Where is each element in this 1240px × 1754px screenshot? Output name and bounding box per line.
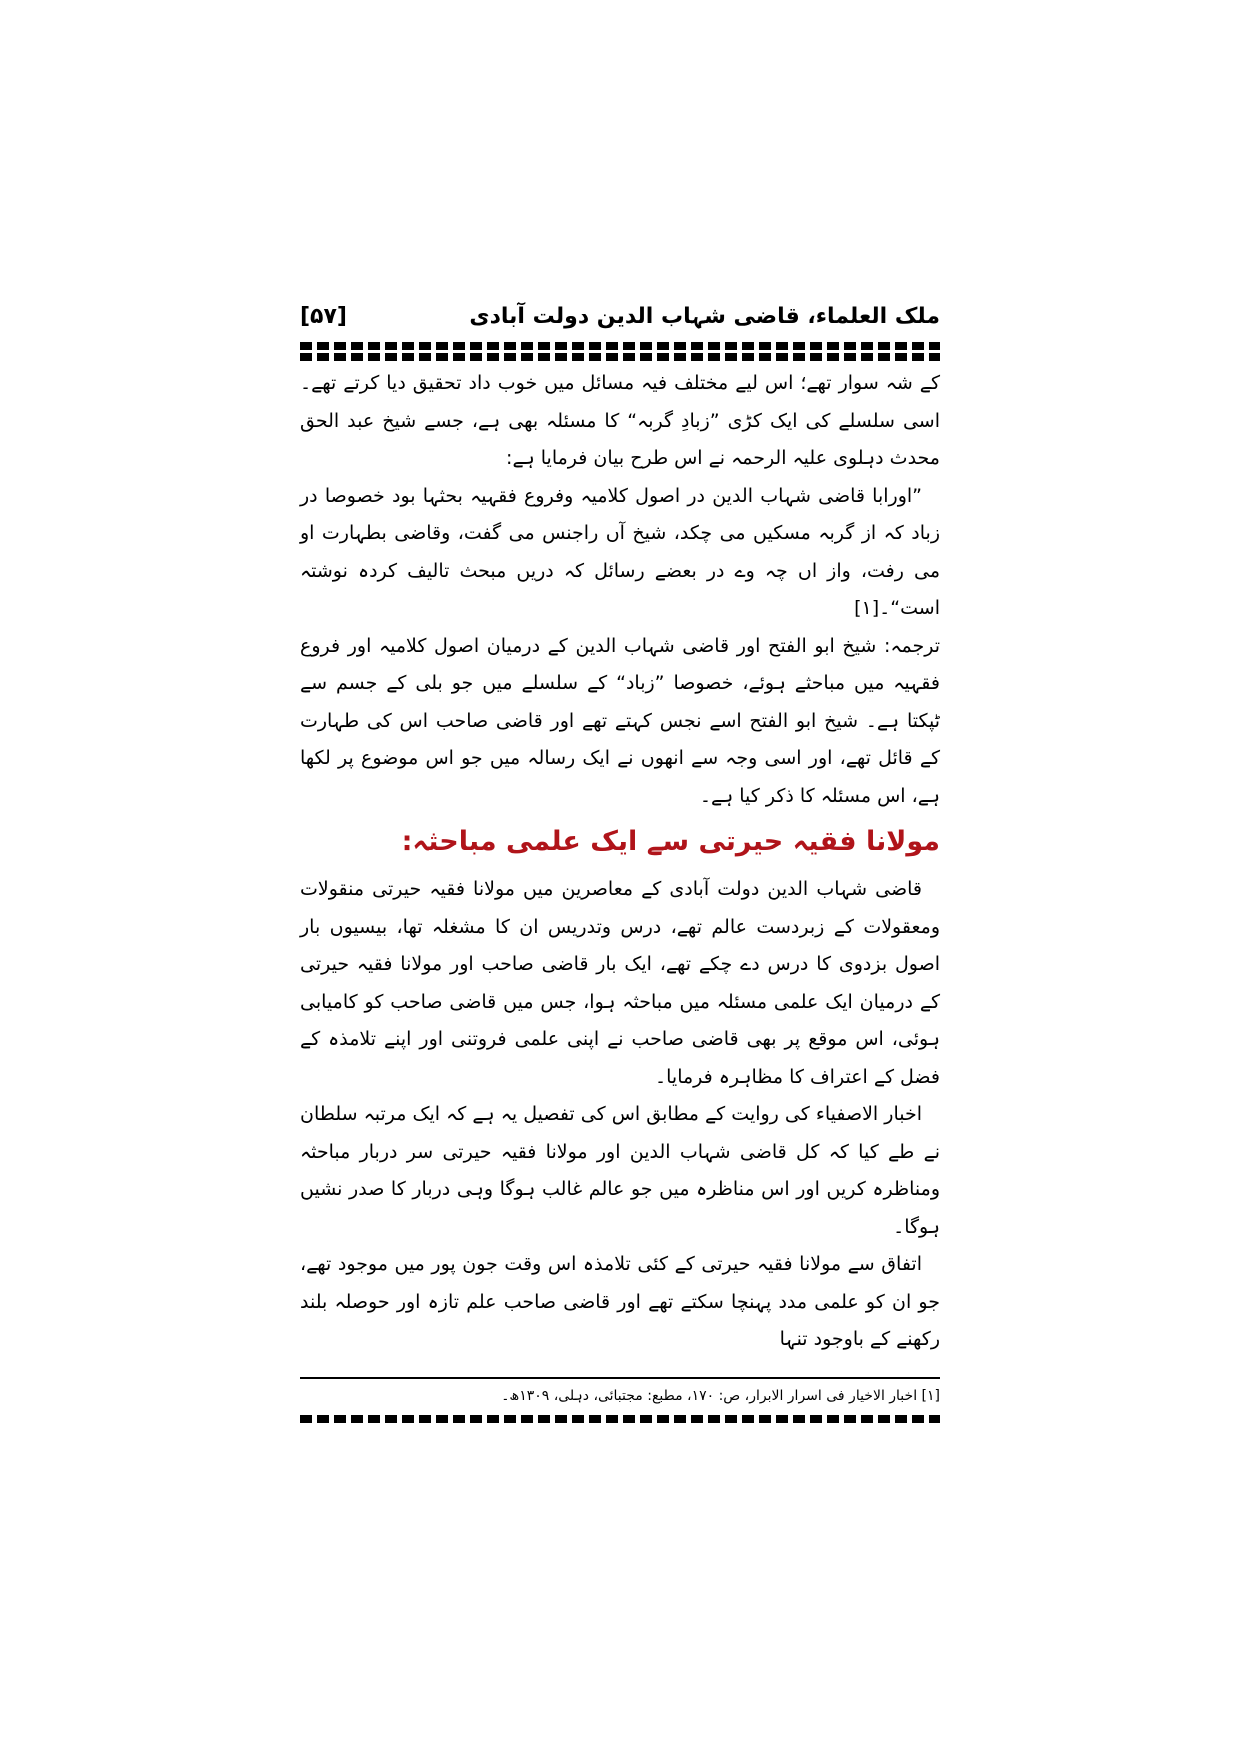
- paragraph-debate: قاضی شہاب الدین دولت آبادی کے معاصرین میں مولانا فقیہ حیرتی منقولات ومعقولات کے زبردست عالم تھے، درس وتدریس ان کا مشغلہ تھا، بیسیوں بار اصول بزدوی کا درس دے چکے تھے، ایک بار قاضی صاحب اور مولانا فقیہ حیرتی کے درمیان ایک علمی مسئلہ میں مباحثہ ہوا، جس میں قاضی صاحب کو کامیابی ہوئی، اس موقع پر بھی قاضی صاحب نے اپنی علمی فروتنی اور اپنے تلامذہ کے فضل کے اعتراف کا مظاہرہ فرمایا۔: [300, 878, 940, 1088]
- section-heading: مولانا فقیہ حیرتی سے ایک علمی مباحثہ:: [401, 826, 940, 857]
- footer-dashed-rule: [300, 1415, 940, 1423]
- translation-paragraph: ترجمہ: شیخ ابو الفتح اور قاضی شہاب الدین کے درمیان اصول کلامیہ اور فروع فقہیہ میں مباحثے ہوئے، خصوصا ”زباد“ کے سلسلے میں جو بلی کے جسم سے ٹپکتا ہے۔ شیخ ابو الفتح اسے نجس کہتے تھے اور قاضی صاحب اس کی طہارت کے قائل تھے، اور اسی وجہ سے انھوں نے ایک رسالہ میں جو اس موضوع پر لکھا ہے، اس مسئلہ کا ذکر کیا ہے۔: [300, 634, 940, 807]
- footnote: [۱] اخبار الاخیار فی اسرار الابرار، ص: ۱۷۰، مطبع: مجتبائی، دہلی، ۱۳۰۹ھ۔: [501, 1387, 940, 1404]
- body-text: [300, 365, 940, 1359]
- paragraph-intro: کے شہ سوار تھے؛ اس لیے مختلف فیہ مسائل میں خوب داد تحقیق دیا کرتے تھے۔ اسی سلسلے کی ایک کڑی ”زبادِ گربہ“ کا مسئلہ بھی ہے، جسے شیخ عبد الحق محدث دہلوی علیہ الرحمہ نے اس طرح بیان فرمایا ہے:: [300, 372, 940, 469]
- header-dashed-rule-2: [300, 353, 940, 361]
- running-title: ملک العلماء، قاضی شہاب الدین دولت آبادی: [469, 304, 940, 329]
- page: [300, 300, 940, 1423]
- persian-quote: ”اورابا قاضی شہاب الدین در اصول کلامیہ وفروع فقہیہ بحثہا بود خصوصا در زباد کہ از گربہ مسکیں می چکد، شیخ آں راجنس می گفت، وقاضی بطہارت او می رفت، واز اں چہ وے در بعضے رسائل کہ دریں مبحث تالیف کردہ نوشتہ است“۔[۱]: [300, 484, 940, 619]
- paragraph-ittifaq: اتفاق سے مولانا فقیہ حیرتی کے کئی تلامذہ اس وقت جون پور میں موجود تھے، جو ان کو علمی مدد پہنچا سکتے تھے اور قاضی صاحب علم تازہ اور حوصلہ بلند رکھنے کے باوجود تنہا: [300, 1253, 940, 1350]
- page-number: [۵۷]: [300, 304, 347, 329]
- paragraph-akhbar: اخبار الاصفیاء کی روایت کے مطابق اس کی تفصیل یہ ہے کہ ایک مرتبہ سلطان نے طے کیا کہ کل قاضی شہاب الدین اور مولانا فقیہ حیرتی سر دربار مباحثہ ومناظرہ کریں اور اس مناظرہ میں جو عالم غالب ہوگا وہی دربار کا صدر نشیں ہوگا۔: [300, 1103, 940, 1238]
- header-dashed-rule: [300, 342, 940, 350]
- footnote-rule: [300, 1377, 940, 1379]
- footnote-area: [300, 1377, 940, 1423]
- page-header: [300, 300, 940, 342]
